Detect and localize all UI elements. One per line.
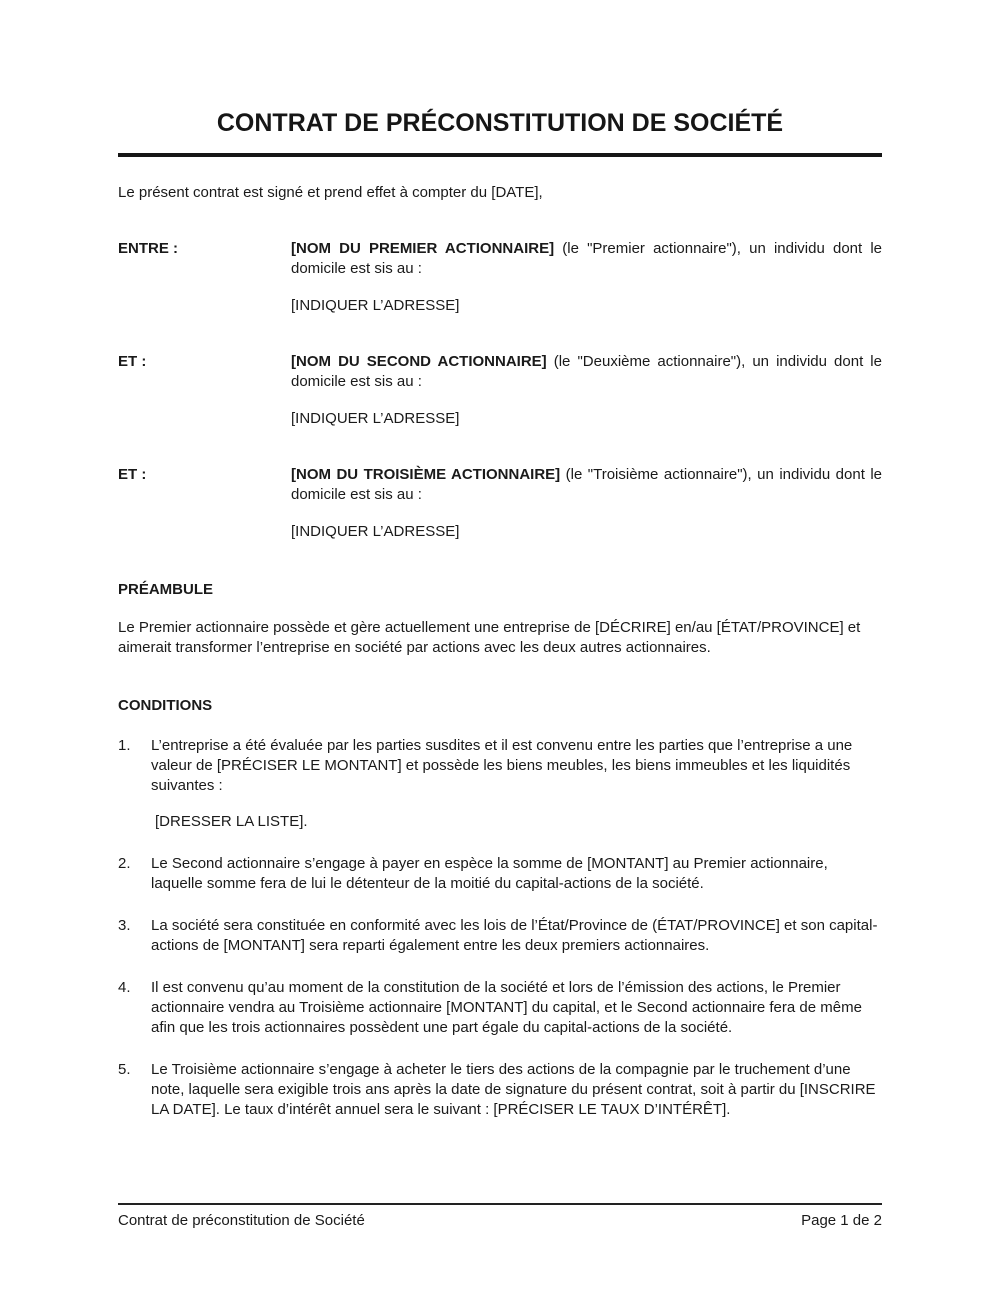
party-label-et: ET :	[118, 353, 147, 370]
document-title: CONTRAT DE PRÉCONSTITUTION DE SOCIÉTÉ	[216, 109, 784, 137]
footer-row	[118, 1211, 882, 1231]
condition-text: La société sera constituée en conformité avec les lois de l’État/Province de (ÉTAT/PROVINCE] et son capital-actions de [MONTANT] sera reparti également entre les deux premiers actionnaires.	[151, 917, 878, 954]
party-name-placeholder: [NOM DU TROISIÈME ACTIONNAIRE]	[291, 466, 561, 483]
condition-number: 3.	[118, 917, 131, 934]
party-body	[291, 239, 882, 316]
party-body	[291, 465, 882, 542]
party-block-third	[118, 465, 882, 542]
party-block-second	[118, 352, 882, 429]
condition-text: Il est convenu qu’au moment de la constitution de la société et lors de l’émission des actions, le Premier actionnaire vendra au Troisième actionnaire [MONTANT] du capital, et le Second actionnaire fera de même afin que les trois actionnaires possèdent une part égale du capital-actions de la société.	[151, 979, 862, 1036]
party-name-placeholder: [NOM DU PREMIER ACTIONNAIRE]	[291, 240, 555, 257]
party-description	[291, 465, 882, 505]
party-description-rest: (le "Premier actionnaire"), un individu dont le domicile est sis au :	[291, 240, 883, 277]
condition-text: Le Second actionnaire s’engage à payer en espèce la somme de [MONTANT] au Premier actionnaire, laquelle somme fera de lui le détenteur de la moitié du capital-actions de la société.	[151, 855, 828, 892]
party-description-rest: (le "Troisième actionnaire"), un individu dont le domicile est sis au :	[291, 466, 882, 503]
condition-body	[151, 854, 882, 894]
party-name-placeholder: [NOM DU SECOND ACTIONNAIRE]	[291, 353, 547, 370]
condition-number: 1.	[118, 737, 131, 754]
condition-item-4	[118, 978, 882, 1038]
condition-body	[151, 1060, 882, 1120]
condition-item-5	[118, 1060, 882, 1120]
condition-body	[151, 978, 882, 1038]
condition-text: Le Troisième actionnaire s’engage à acheter le tiers des actions de la compagnie par le truchement d’une note, laquelle sera exigible trois ans après la date de signature du présent contrat, soit à partir du [INSCRIRE LA DATE]. Le taux d’intérêt annuel sera le suivant : [PRÉCISER LE TAUX D’INTÉRÊT].	[151, 1061, 876, 1118]
footer-rule	[118, 1203, 882, 1205]
party-address-placeholder: [INDIQUER L’ADRESSE]	[291, 297, 460, 314]
condition-item-2	[118, 854, 882, 894]
party-description	[291, 239, 882, 279]
party-block-first	[118, 239, 882, 316]
condition-number: 2.	[118, 855, 131, 872]
party-body	[291, 352, 882, 429]
party-label-et: ET :	[118, 466, 147, 483]
party-address-placeholder: [INDIQUER L’ADRESSE]	[291, 523, 460, 540]
condition-item-1	[118, 736, 882, 832]
title-rule	[118, 153, 882, 157]
party-label-entre: ENTRE :	[118, 240, 178, 257]
party-address-placeholder: [INDIQUER L’ADRESSE]	[291, 410, 460, 427]
condition-number: 4.	[118, 979, 131, 996]
intro-paragraph: Le présent contrat est signé et prend effet à compter du [DATE],	[118, 184, 543, 201]
page-footer	[118, 1203, 882, 1231]
condition-sub-placeholder: [DRESSER LA LISTE].	[155, 813, 308, 830]
footer-document-name: Contrat de préconstitution de Société	[118, 1212, 365, 1229]
condition-number: 5.	[118, 1061, 131, 1078]
condition-body	[151, 916, 882, 956]
condition-body	[151, 736, 882, 832]
conditions-heading: CONDITIONS	[118, 697, 213, 714]
footer-page-number: Page 1 de 2	[801, 1212, 882, 1229]
party-description	[291, 352, 882, 392]
preambule-paragraph: Le Premier actionnaire possède et gère actuellement une entreprise de [DÉCRIRE] en/au [ÉTAT/PROVINCE] et aimerait transformer l’entreprise en société par actions avec les deux autres actionnaires.	[118, 619, 861, 656]
party-description-rest: (le "Deuxième actionnaire"), un individu dont le domicile est sis au :	[291, 353, 882, 390]
preambule-heading: PRÉAMBULE	[118, 581, 214, 598]
condition-text: L’entreprise a été évaluée par les parties susdites et il est convenu entre les parties que l’entreprise a une valeur de [PRÉCISER LE MONTANT] et possède les biens meubles, les biens immeubles et les liquidités suivantes :	[151, 737, 853, 794]
condition-item-3	[118, 916, 882, 956]
